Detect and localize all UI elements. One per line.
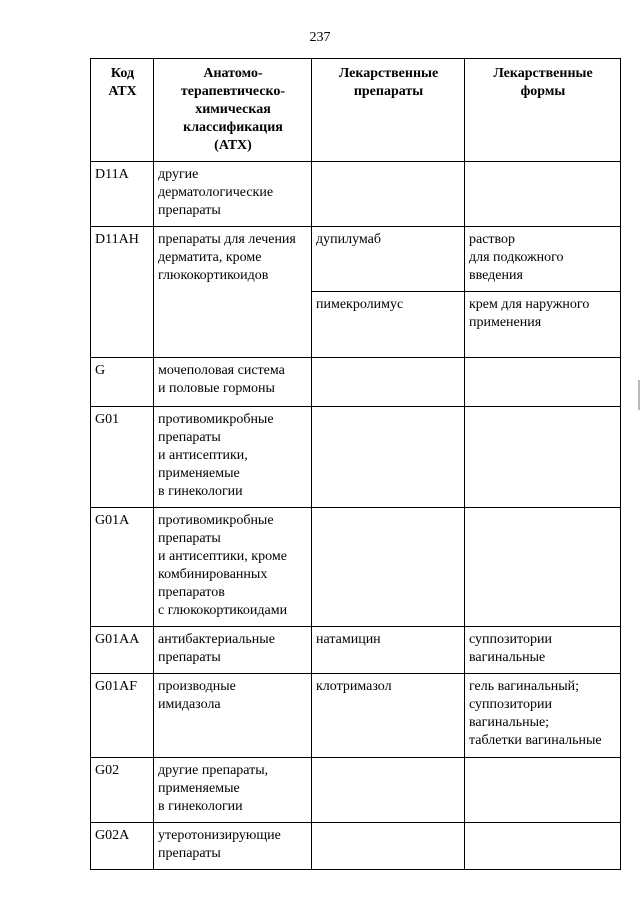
cell-form (465, 508, 621, 627)
cell-code: G (91, 358, 154, 407)
cell-classification: противомикробные препараты и антисептики, кроме комбинированных препаратов с глюкокортикоидами (154, 508, 312, 627)
cell-form (465, 162, 621, 227)
cell-classification: другие дерматологические препараты (154, 162, 312, 227)
table-row (91, 758, 621, 823)
cell-code: G02A (91, 823, 154, 870)
table-row (91, 162, 621, 227)
cell-drug (312, 358, 465, 407)
header-atx-code: Код АТХ (91, 59, 154, 162)
cell-classification: противомикробные препараты и антисептики, применяемые в гинекологии (154, 407, 312, 508)
cell-code: D11AH (91, 227, 154, 358)
atx-table (90, 58, 621, 870)
cell-form: раствор для подкожного введения (465, 227, 621, 292)
cell-drug: пимекролимус (312, 292, 465, 358)
cell-classification: производные имидазола (154, 674, 312, 758)
cell-drug (312, 508, 465, 627)
cell-classification: антибактериальные препараты (154, 627, 312, 674)
table-row (91, 674, 621, 758)
cell-form (465, 407, 621, 508)
table-row (91, 823, 621, 870)
cell-form (465, 758, 621, 823)
cell-drug: натамицин (312, 627, 465, 674)
cell-form: крем для наружного применения (465, 292, 621, 358)
cell-form: суппозитории вагинальные (465, 627, 621, 674)
cell-form: гель вагинальный; суппозитории вагинальные; таблетки вагинальные (465, 674, 621, 758)
cell-code: G01AA (91, 627, 154, 674)
header-drugs: Лекарственные препараты (312, 59, 465, 162)
table-row (91, 627, 621, 674)
cell-code: G02 (91, 758, 154, 823)
cell-classification: препараты для лечения дерматита, кроме глюкокортикоидов (154, 227, 312, 358)
cell-drug (312, 758, 465, 823)
table-row (91, 227, 621, 292)
header-atx-classification: Анатомо- терапевтическо- химическая классификация (АТХ) (154, 59, 312, 162)
cell-drug (312, 407, 465, 508)
cell-form (465, 823, 621, 870)
cell-code: G01 (91, 407, 154, 508)
cell-drug (312, 823, 465, 870)
table-header-row (91, 59, 621, 162)
cell-classification: другие препараты, применяемые в гинекологии (154, 758, 312, 823)
cell-drug: дупилумаб (312, 227, 465, 292)
cell-code: G01AF (91, 674, 154, 758)
header-dosage-forms: Лекарственные формы (465, 59, 621, 162)
cell-classification: утеротонизирующие препараты (154, 823, 312, 870)
cell-drug (312, 162, 465, 227)
cell-code: G01A (91, 508, 154, 627)
cell-classification: мочеполовая система и половые гормоны (154, 358, 312, 407)
table-row (91, 508, 621, 627)
table-row (91, 358, 621, 407)
table-row (91, 407, 621, 508)
page-number: 237 (309, 30, 331, 45)
cell-form (465, 358, 621, 407)
cell-code: D11A (91, 162, 154, 227)
cell-drug: клотримазол (312, 674, 465, 758)
